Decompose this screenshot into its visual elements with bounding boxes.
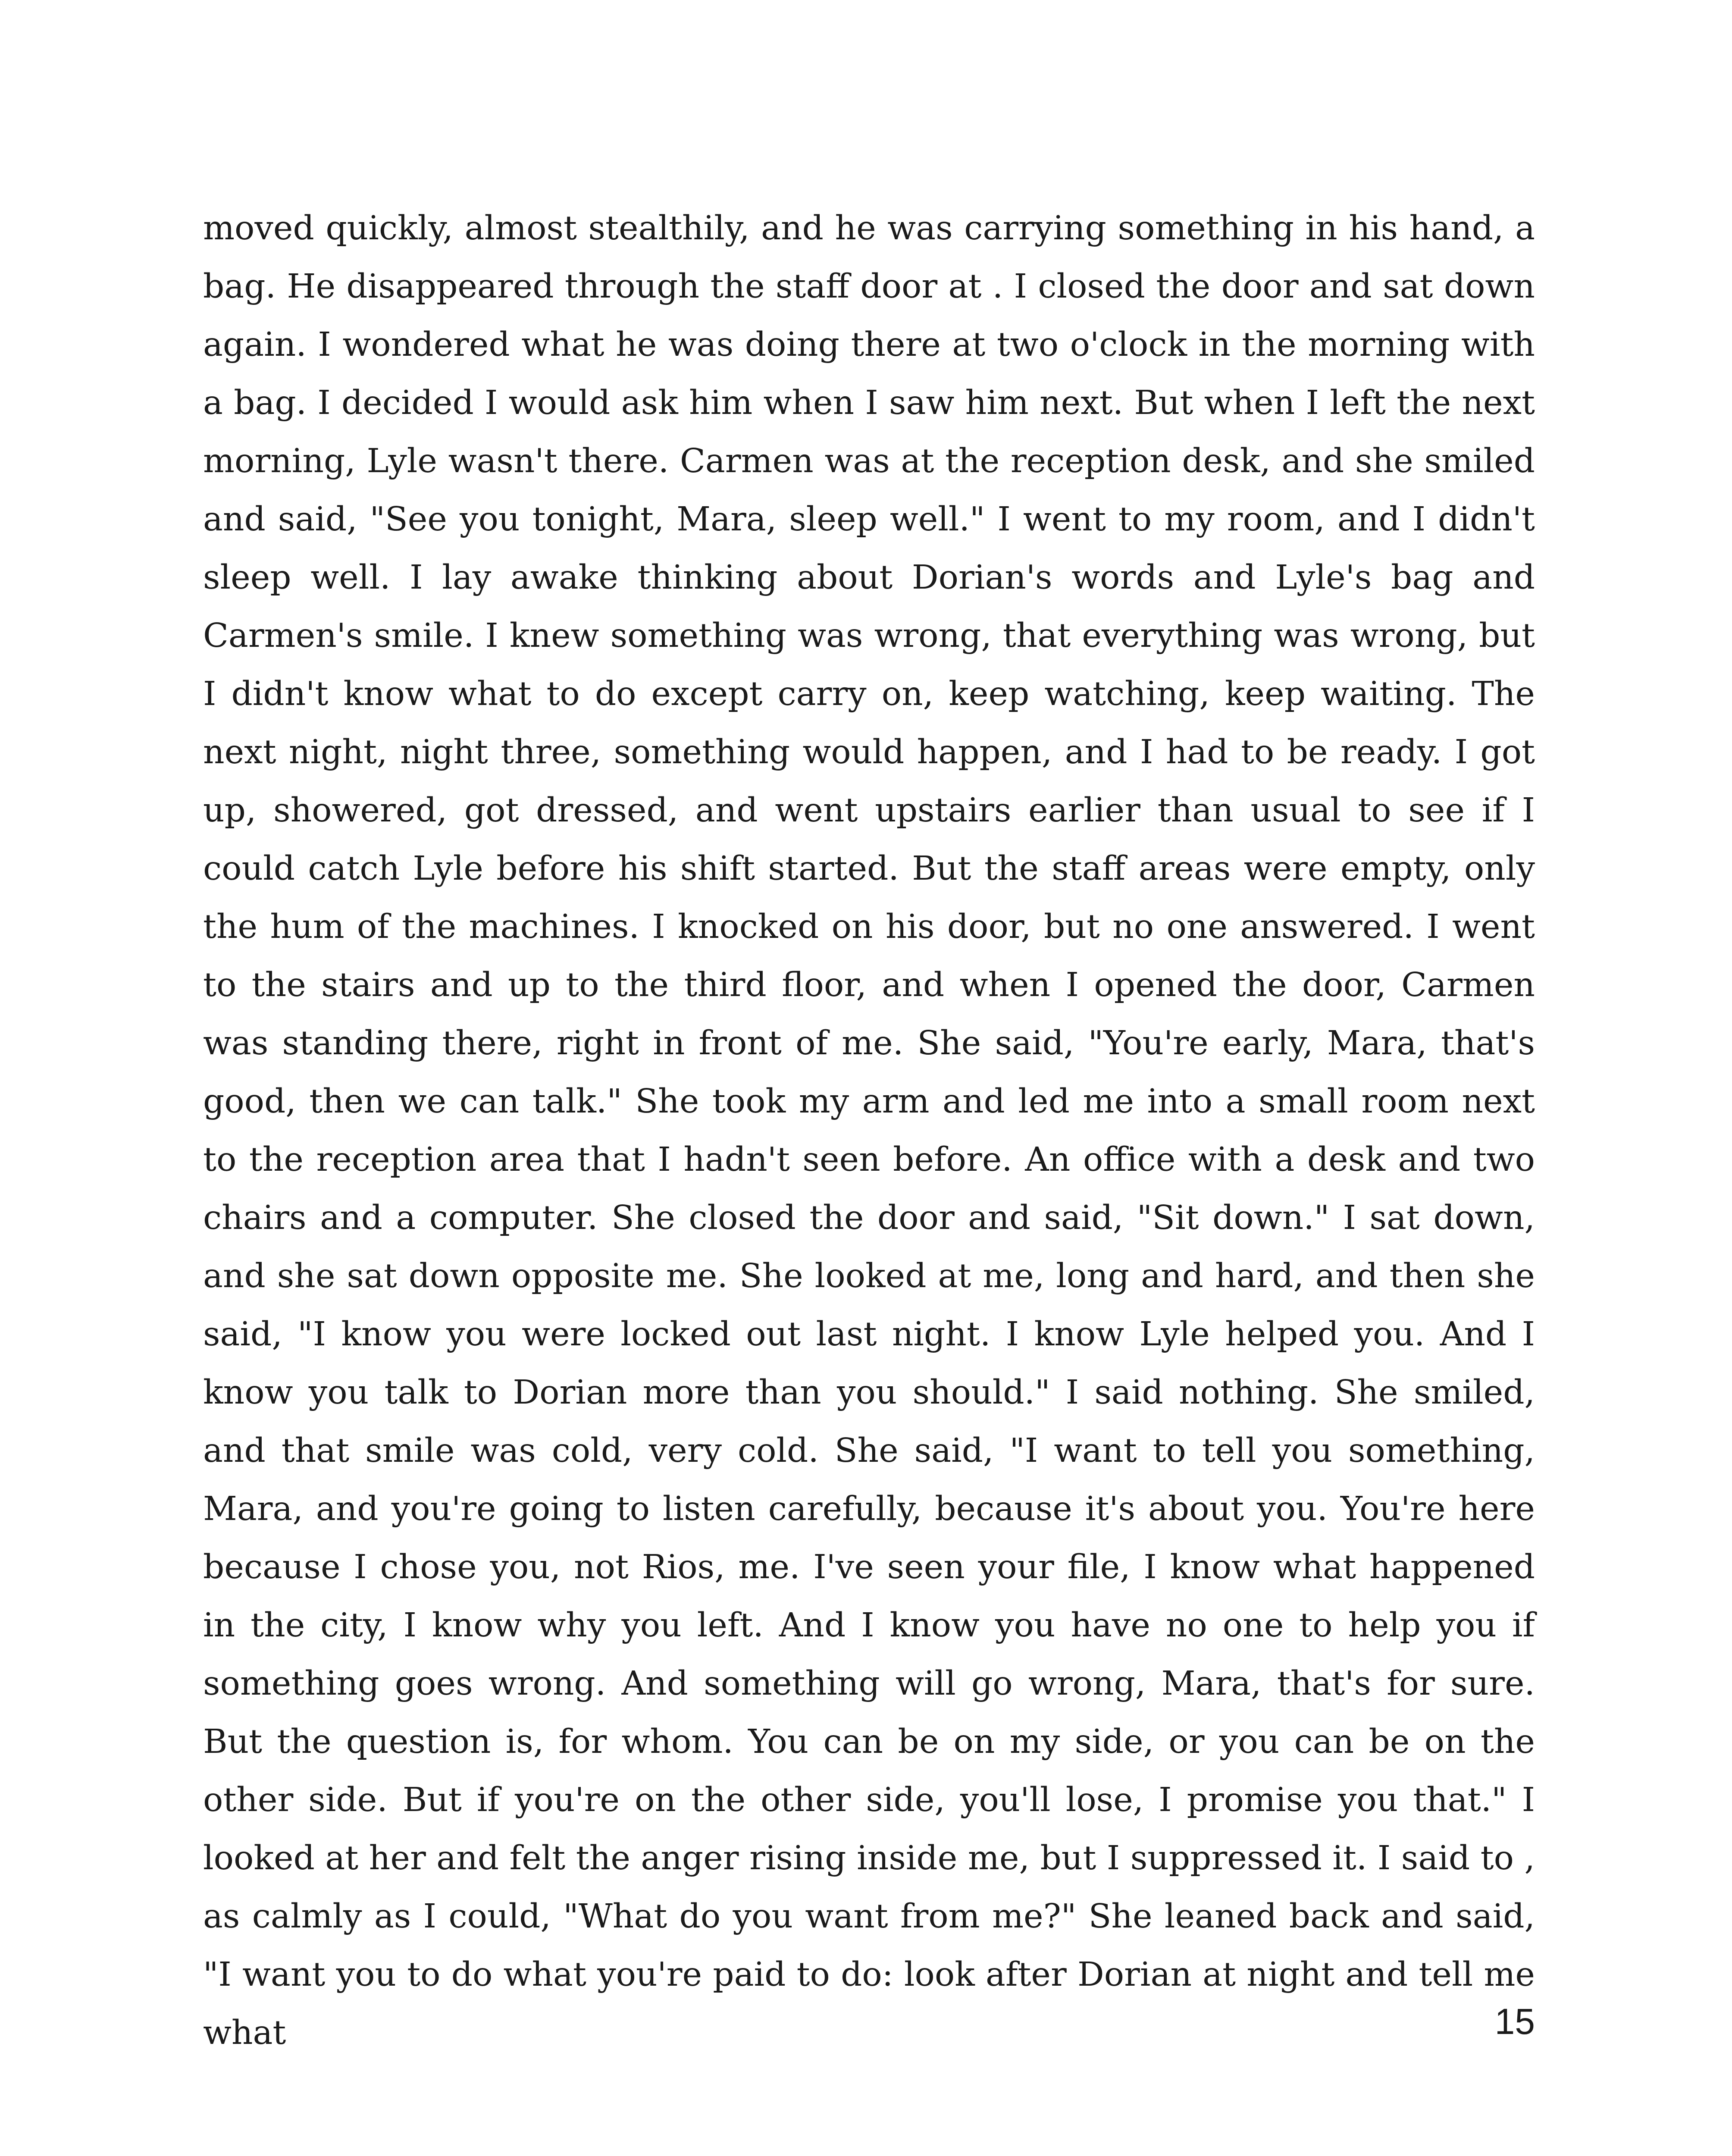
body-text: moved quickly, almost stealthily, and he was carrying something in his hand, a bag. He disappeared through the staff door at . I closed the door and sat down again. I wondered what he was doing there at two o'clock in the morning with a bag. I decided I would ask him when I saw him next. But when I left the next morning, Lyle wasn't there. Carmen was at the reception desk, and she smiled and said, "See you tonight, Mara, sleep well." I went to my room, and I didn't sleep well. I lay awake thinking about Dorian's words and Lyle's bag and Carmen's smile. I knew something was wrong, that everything was wrong, but I didn't know what to do except carry on, keep watching, keep waiting. The next night, night three, something would happen, and I had to be ready. I got up, showered, got dressed, and went upstairs earlier than usual to see if I could catch Lyle before his shift started. But the staff areas were empty, only the hum of the machines. I knocked on his door, but no one answered. I went to the stairs and up to the third floor, and when I opened the door, Carmen was standing there, right in front of me. She said, "You're early, Mara, that's good, then we can talk." She took my arm and led me into a small room next to the reception area that I hadn't seen before. An office with a desk and two chairs and a computer. She closed the door and said, "Sit down." I sat down, and she sat down opposite me. She looked at me, long and hard, and then she said, "I know you were locked out last night. I know Lyle helped you. And I know you talk to Dorian more than you should." I said nothing. She smiled, and that smile was cold, very cold. She said, "I want to tell you something, Mara, and you're going to listen carefully, because it's about you. You're here because I chose you, not Rios, me. I've seen your file, I know what happened in the city, I know why you left. And I know you have no one to help you if something goes wrong. And something will go wrong, Mara, that's for sure. But the question is, for whom. You can be on my side, or you can be on the other side. But if you're on the other side, you'll lose, I promise you that." I looked at her and felt the anger rising inside me, but I suppressed it. I said to , as calmly as I could, "What do you want from me?" She leaned back and said, "I want you to do what you're paid to do: look after Dorian at night and tell me what — [203, 209, 1535, 2052]
page-number: 15 — [1494, 2001, 1535, 2042]
